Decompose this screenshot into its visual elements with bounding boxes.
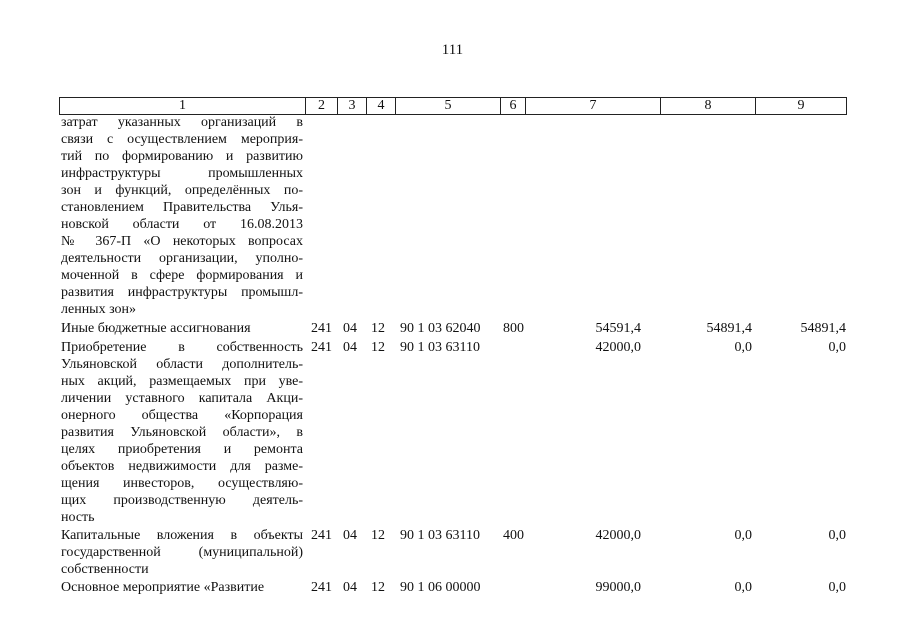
description-line: моченной в сфере формирования и — [61, 268, 303, 283]
row-description — [61, 320, 303, 337]
row-description — [61, 339, 303, 526]
cell-col-2: 241 — [311, 528, 332, 543]
description-line: тий по формированию и развитию — [61, 149, 303, 164]
description-line: новской области от 16.08.2013 — [61, 217, 303, 232]
cell-col-7: 42000,0 — [595, 340, 641, 355]
description-line: затрат указанных организаций в — [61, 115, 303, 130]
header-col-9: 9 — [755, 97, 847, 115]
cell-col-6: 400 — [503, 528, 524, 543]
header-col-6: 6 — [500, 97, 526, 115]
header-col-8: 8 — [660, 97, 756, 115]
cell-col-8: 0,0 — [734, 340, 752, 355]
cell-col-5: 90 1 03 63110 — [400, 528, 480, 543]
cell-col-9: 54891,4 — [800, 321, 846, 336]
cell-col-5: 90 1 03 62040 — [400, 321, 481, 336]
cell-col-3: 04 — [343, 528, 357, 543]
cell-col-9: 0,0 — [828, 528, 846, 543]
header-col-7: 7 — [525, 97, 661, 115]
header-col-5: 5 — [395, 97, 501, 115]
description-line: объектов недвижимости для разме- — [61, 459, 303, 474]
description-line: Приобретение в собственность — [61, 340, 303, 355]
description-line: развития инфраструктуры промышл- — [61, 285, 303, 300]
cell-col-8: 0,0 — [734, 580, 752, 595]
cell-col-3: 04 — [343, 340, 357, 355]
header-col-3: 3 — [337, 97, 367, 115]
cell-col-2: 241 — [311, 580, 332, 595]
description-line: зон и функций, определённых по- — [61, 183, 303, 198]
cell-col-2: 241 — [311, 340, 332, 355]
cell-col-8: 54891,4 — [706, 321, 752, 336]
description-line: собственности — [61, 562, 149, 577]
cell-col-8: 0,0 — [734, 528, 752, 543]
description-line: связи с осуществлением мероприя- — [61, 132, 303, 147]
description-line: целях приобретения и ремонта — [61, 442, 303, 457]
cell-col-4: 12 — [371, 321, 385, 336]
row-description — [61, 114, 303, 318]
page-number: 111 — [441, 42, 464, 58]
header-col-1: 1 — [59, 97, 306, 115]
description-line: ленных зон» — [61, 302, 137, 317]
row-description — [61, 579, 303, 596]
description-line: щих производственную деятель- — [61, 493, 303, 508]
cell-col-4: 12 — [371, 528, 385, 543]
cell-col-7: 54591,4 — [595, 321, 641, 336]
description-line: ных акций, размещаемых при уве- — [61, 374, 303, 389]
description-line: Ульяновской области дополнитель- — [61, 357, 303, 372]
description-line: развития Ульяновской области», в — [61, 425, 303, 440]
description-line: становлением Правительства Улья- — [61, 200, 303, 215]
cell-col-4: 12 — [371, 340, 385, 355]
cell-col-5: 90 1 06 00000 — [400, 580, 481, 595]
cell-col-2: 241 — [311, 321, 332, 336]
description-line: № 367-П «О некоторых вопросах — [61, 234, 303, 249]
description-line: ность — [61, 510, 95, 525]
description-line: Иные бюджетные ассигнования — [61, 321, 251, 336]
description-line: государственной (муниципальной) — [61, 545, 303, 560]
description-line: Основное мероприятие «Развитие — [61, 580, 265, 595]
row-description — [61, 527, 303, 578]
cell-col-6: 800 — [503, 321, 524, 336]
description-line: деятельности организации, уполно- — [61, 251, 303, 266]
cell-col-3: 04 — [343, 580, 357, 595]
cell-col-4: 12 — [371, 580, 385, 595]
description-line: личении уставного капитала Акци- — [61, 391, 303, 406]
description-line: онерного общества «Корпорация — [61, 408, 303, 423]
cell-col-9: 0,0 — [828, 340, 846, 355]
header-col-2: 2 — [305, 97, 338, 115]
cell-col-5: 90 1 03 63110 — [400, 340, 480, 355]
cell-col-9: 0,0 — [828, 580, 846, 595]
cell-col-7: 99000,0 — [595, 580, 641, 595]
cell-col-7: 42000,0 — [595, 528, 641, 543]
cell-col-3: 04 — [343, 321, 357, 336]
description-line: щения инвесторов, осуществляю- — [61, 476, 303, 491]
header-col-4: 4 — [366, 97, 396, 115]
description-line: инфраструктуры промышленных — [61, 166, 303, 181]
description-line: Капитальные вложения в объекты — [61, 528, 303, 543]
